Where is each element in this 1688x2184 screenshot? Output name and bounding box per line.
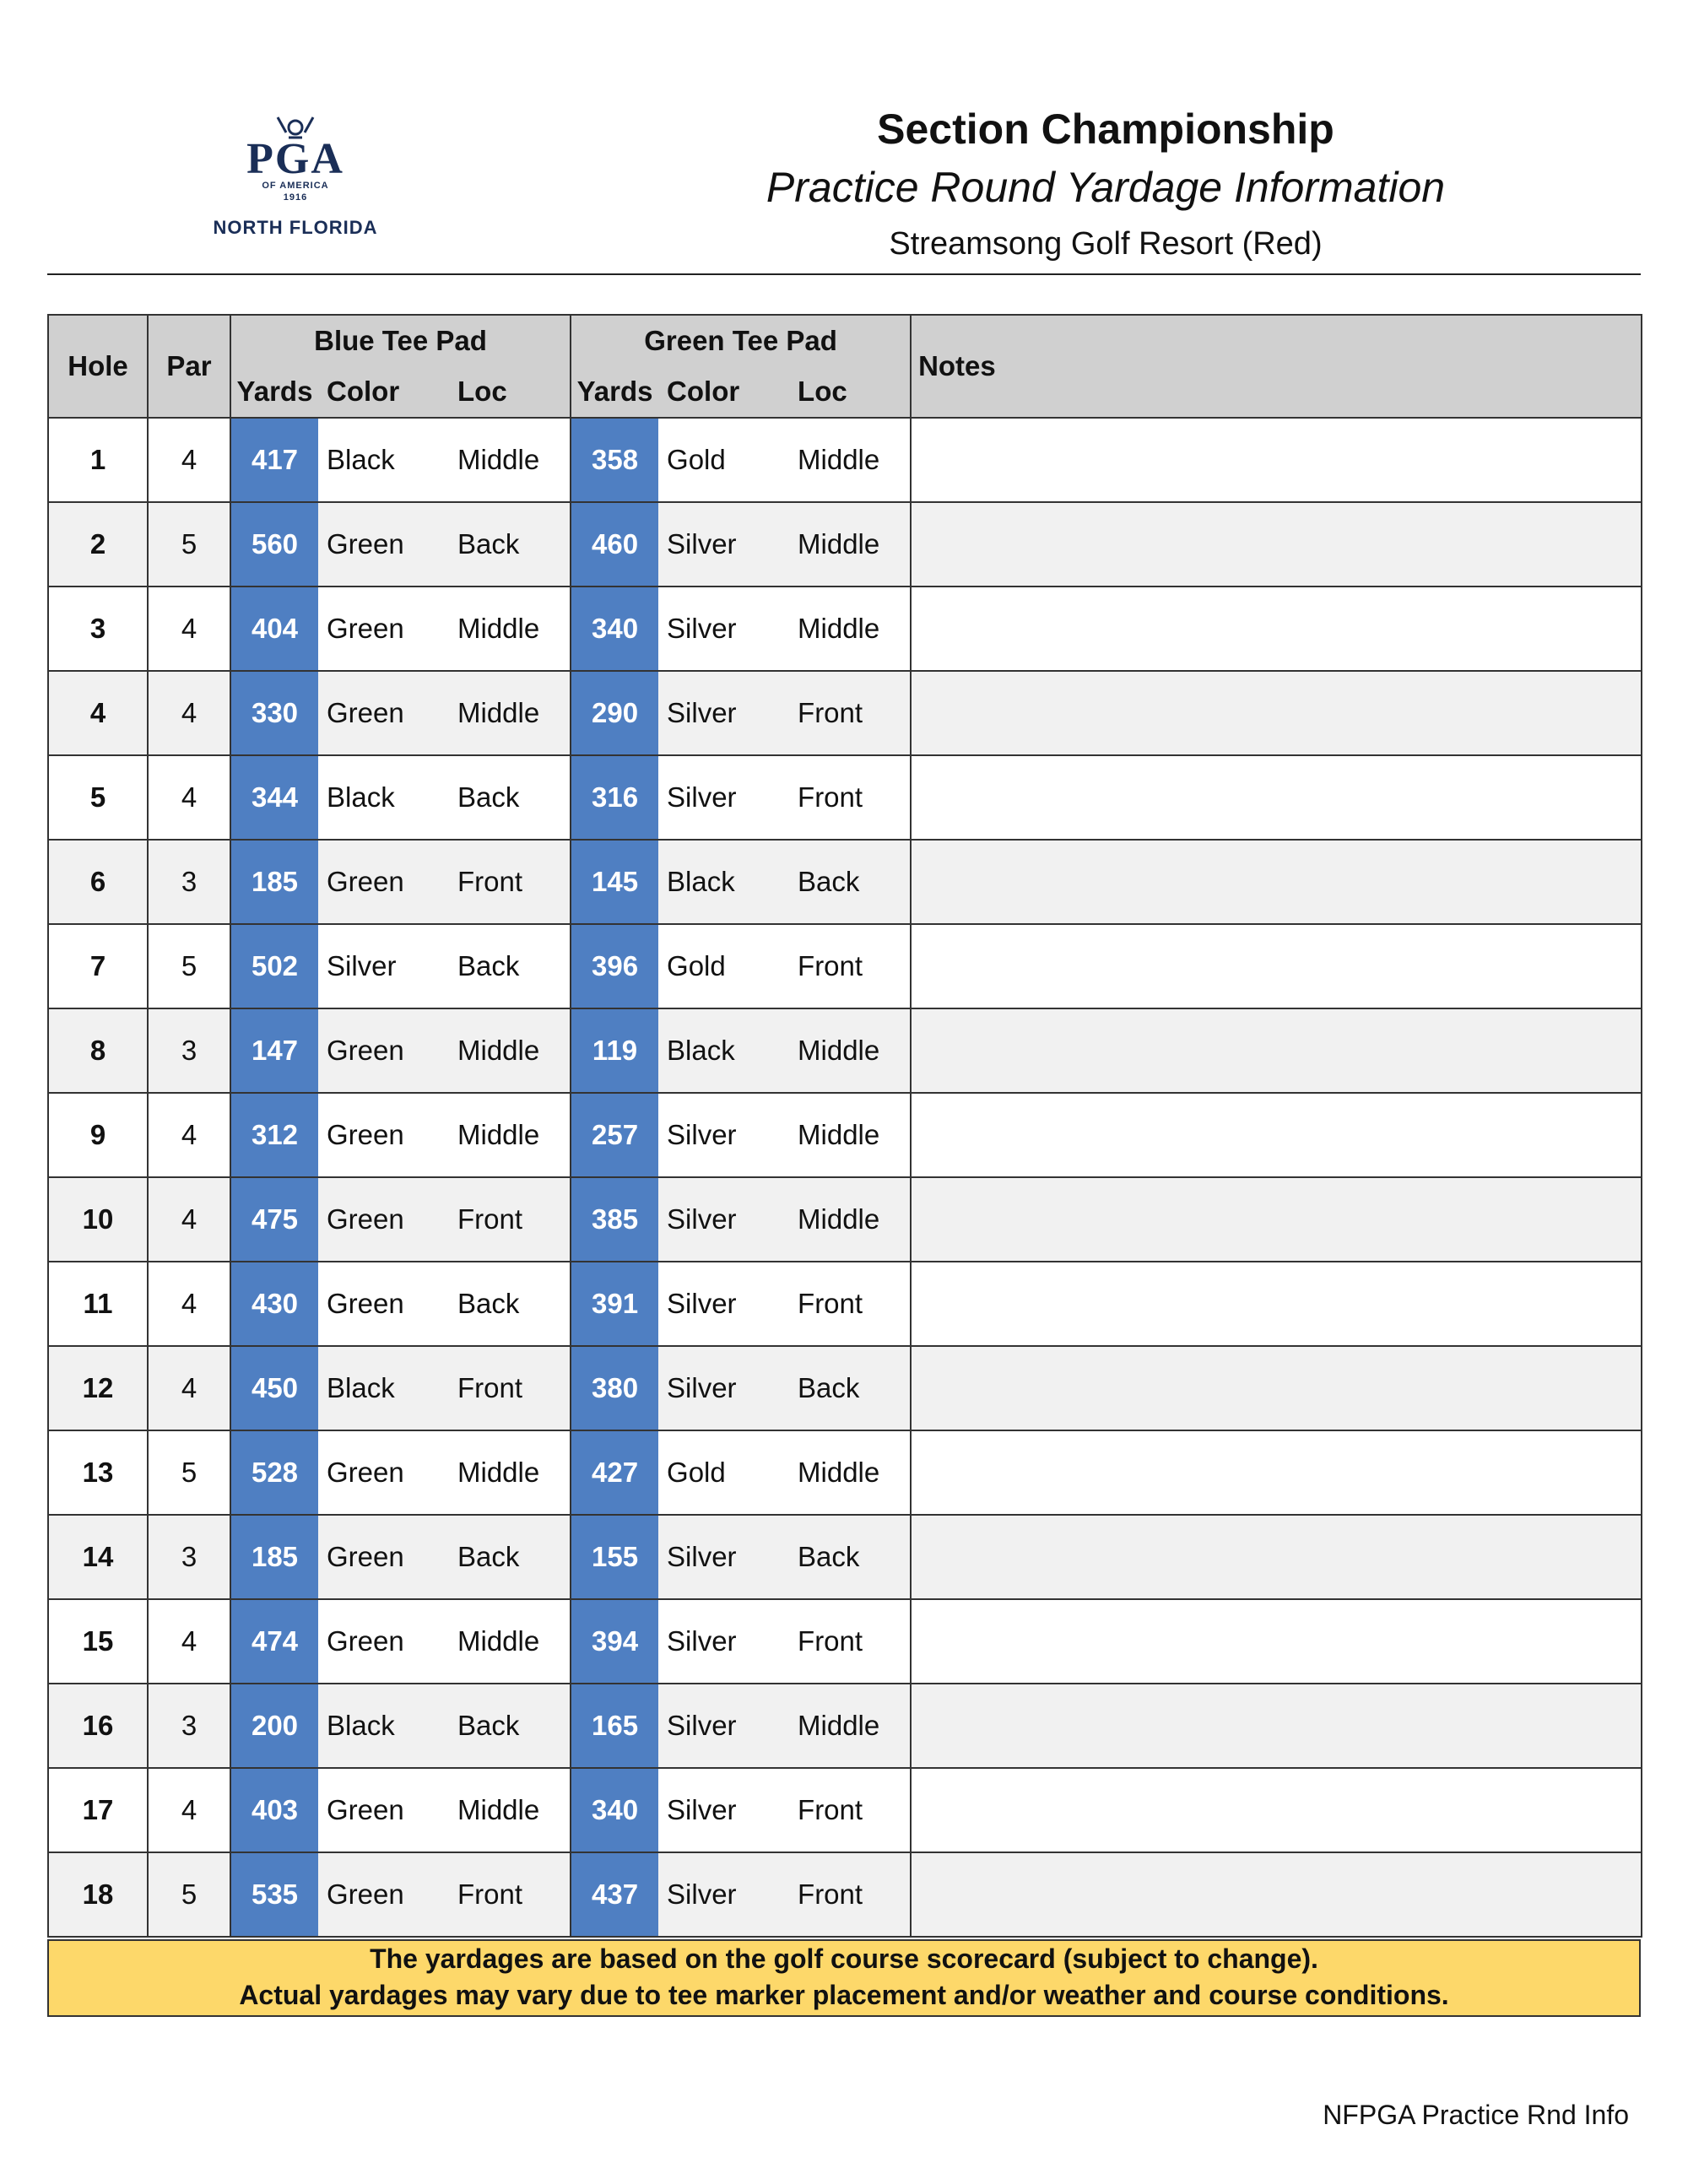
- notes-cell: [911, 1008, 1642, 1093]
- notes-cell: [911, 502, 1642, 587]
- table-row: [48, 1768, 1642, 1852]
- hole-cell: 17: [48, 1768, 148, 1852]
- green-yards-cell: 340: [571, 1768, 658, 1852]
- green-color-cell: Silver: [658, 1346, 789, 1430]
- table-row: [48, 1852, 1642, 1937]
- green-loc-cell: Front: [789, 1852, 911, 1937]
- course-name: Streamsong Golf Resort (Red): [889, 226, 1323, 262]
- par-cell: 4: [148, 418, 230, 502]
- green-color-cell: Silver: [658, 502, 789, 587]
- hole-cell: 2: [48, 502, 148, 587]
- green-loc-cell: Back: [789, 1515, 911, 1599]
- blue-color-cell: Green: [318, 1093, 449, 1177]
- hole-cell: 9: [48, 1093, 148, 1177]
- green-yards-header: Yards: [571, 366, 658, 418]
- green-yards-cell: 394: [571, 1599, 658, 1684]
- blue-yards-cell: 147: [230, 1008, 318, 1093]
- col-hole-header: Hole: [48, 315, 148, 418]
- green-yards-cell: 155: [571, 1515, 658, 1599]
- green-loc-cell: Back: [789, 1346, 911, 1430]
- green-yards-cell: 460: [571, 502, 658, 587]
- notes-cell: [911, 1599, 1642, 1684]
- blue-yards-cell: 330: [230, 671, 318, 755]
- blue-color-cell: Black: [318, 418, 449, 502]
- blue-color-cell: Green: [318, 840, 449, 924]
- green-yards-cell: 119: [571, 1008, 658, 1093]
- par-cell: 5: [148, 1852, 230, 1937]
- green-yards-cell: 145: [571, 840, 658, 924]
- col-par-header: Par: [148, 315, 230, 418]
- green-color-cell: Silver: [658, 1852, 789, 1937]
- par-cell: 3: [148, 1684, 230, 1768]
- blue-yards-cell: 502: [230, 924, 318, 1008]
- table-row: [48, 1346, 1642, 1430]
- hole-cell: 12: [48, 1346, 148, 1430]
- blue-color-cell: Green: [318, 671, 449, 755]
- blue-loc-cell: Middle: [449, 1093, 571, 1177]
- blue-yards-cell: 185: [230, 1515, 318, 1599]
- notes-cell: [911, 1852, 1642, 1937]
- blue-yards-cell: 403: [230, 1768, 318, 1852]
- page-footer: NFPGA Practice Rnd Info: [1323, 2100, 1629, 2130]
- par-cell: 4: [148, 671, 230, 755]
- disclaimer-line-1: The yardages are based on the golf course scorecard (subject to change).: [370, 1943, 1318, 1974]
- blue-color-cell: Green: [318, 1008, 449, 1093]
- blue-loc-cell: Middle: [449, 671, 571, 755]
- page-header: [675, 101, 1536, 270]
- green-loc-cell: Middle: [789, 502, 911, 587]
- logo-brand: PGA: [246, 135, 344, 183]
- blue-loc-cell: Back: [449, 1515, 571, 1599]
- logo-sub-2: 1916: [283, 192, 308, 203]
- par-cell: 4: [148, 1262, 230, 1346]
- blue-color-cell: Silver: [318, 924, 449, 1008]
- green-color-cell: Silver: [658, 1768, 789, 1852]
- par-cell: 5: [148, 502, 230, 587]
- blue-loc-cell: Middle: [449, 587, 571, 671]
- par-cell: 4: [148, 1177, 230, 1262]
- green-color-cell: Silver: [658, 1177, 789, 1262]
- hole-cell: 14: [48, 1515, 148, 1599]
- blue-yards-cell: 474: [230, 1599, 318, 1684]
- blue-loc-cell: Middle: [449, 1599, 571, 1684]
- hole-cell: 10: [48, 1177, 148, 1262]
- table-row: [48, 1430, 1642, 1515]
- table-row: [48, 1008, 1642, 1093]
- notes-cell: [911, 1262, 1642, 1346]
- blue-loc-cell: Back: [449, 755, 571, 840]
- blue-yards-cell: 185: [230, 840, 318, 924]
- green-color-cell: Silver: [658, 587, 789, 671]
- hole-cell: 6: [48, 840, 148, 924]
- page-subtitle: Practice Round Yardage Information: [766, 164, 1446, 211]
- notes-cell: [911, 1177, 1642, 1262]
- blue-color-cell: Green: [318, 1852, 449, 1937]
- blue-yards-cell: 312: [230, 1093, 318, 1177]
- blue-yards-cell: 528: [230, 1430, 318, 1515]
- green-loc-cell: Front: [789, 1768, 911, 1852]
- green-yards-cell: 427: [571, 1430, 658, 1515]
- logo-region: NORTH FLORIDA: [213, 217, 378, 238]
- blue-loc-cell: Back: [449, 502, 571, 587]
- blue-yards-header: Yards: [230, 366, 318, 418]
- green-yards-cell: 380: [571, 1346, 658, 1430]
- hole-cell: 3: [48, 587, 148, 671]
- hole-cell: 13: [48, 1430, 148, 1515]
- notes-cell: [911, 1768, 1642, 1852]
- disclaimer-line-2: Actual yardages may vary due to tee marker placement and/or weather and course conditions.: [239, 1980, 1449, 2010]
- par-cell: 5: [148, 924, 230, 1008]
- notes-cell: [911, 1093, 1642, 1177]
- par-cell: 3: [148, 1515, 230, 1599]
- green-color-cell: Black: [658, 840, 789, 924]
- hole-cell: 18: [48, 1852, 148, 1937]
- blue-color-cell: Black: [318, 755, 449, 840]
- green-loc-cell: Middle: [789, 1093, 911, 1177]
- blue-yards-cell: 560: [230, 502, 318, 587]
- notes-cell: [911, 1515, 1642, 1599]
- blue-loc-cell: Middle: [449, 418, 571, 502]
- table-row: [48, 1177, 1642, 1262]
- green-yards-cell: 340: [571, 587, 658, 671]
- notes-cell: [911, 418, 1642, 502]
- hole-cell: 7: [48, 924, 148, 1008]
- blue-tee-pad-header: Blue Tee Pad: [230, 315, 571, 366]
- header-divider: [47, 273, 1641, 275]
- green-loc-cell: Middle: [789, 587, 911, 671]
- green-color-header: Color: [658, 366, 789, 418]
- hole-cell: 11: [48, 1262, 148, 1346]
- green-loc-cell: Front: [789, 1262, 911, 1346]
- green-color-cell: Silver: [658, 755, 789, 840]
- table-row: [48, 755, 1642, 840]
- par-cell: 4: [148, 1093, 230, 1177]
- green-loc-cell: Front: [789, 755, 911, 840]
- green-loc-cell: Front: [789, 1599, 911, 1684]
- green-loc-cell: Middle: [789, 1008, 911, 1093]
- notes-cell: [911, 587, 1642, 671]
- green-yards-cell: 316: [571, 755, 658, 840]
- green-yards-cell: 396: [571, 924, 658, 1008]
- blue-loc-cell: Front: [449, 1852, 571, 1937]
- green-color-cell: Silver: [658, 1684, 789, 1768]
- hole-cell: 16: [48, 1684, 148, 1768]
- green-loc-cell: Middle: [789, 1684, 911, 1768]
- notes-cell: [911, 1430, 1642, 1515]
- blue-color-cell: Green: [318, 1177, 449, 1262]
- green-loc-cell: Middle: [789, 1430, 911, 1515]
- hole-cell: 8: [48, 1008, 148, 1093]
- table-row: [48, 1262, 1642, 1346]
- col-notes-header: Notes: [911, 315, 1642, 418]
- hole-cell: 5: [48, 755, 148, 840]
- table-row: [48, 1684, 1642, 1768]
- table-row: [48, 671, 1642, 755]
- blue-yards-cell: 430: [230, 1262, 318, 1346]
- page-title: Section Championship: [877, 105, 1334, 153]
- blue-color-cell: Black: [318, 1346, 449, 1430]
- par-cell: 5: [148, 1430, 230, 1515]
- par-cell: 4: [148, 1346, 230, 1430]
- green-loc-cell: Back: [789, 840, 911, 924]
- green-loc-cell: Front: [789, 671, 911, 755]
- blue-loc-cell: Middle: [449, 1768, 571, 1852]
- blue-loc-cell: Front: [449, 1177, 571, 1262]
- green-color-cell: Silver: [658, 1262, 789, 1346]
- table-row: [48, 924, 1642, 1008]
- par-cell: 4: [148, 1768, 230, 1852]
- par-cell: 4: [148, 1599, 230, 1684]
- blue-yards-cell: 404: [230, 587, 318, 671]
- green-yards-cell: 437: [571, 1852, 658, 1937]
- green-loc-cell: Middle: [789, 1177, 911, 1262]
- table-row: [48, 840, 1642, 924]
- green-yards-cell: 391: [571, 1262, 658, 1346]
- notes-cell: [911, 755, 1642, 840]
- blue-loc-cell: Middle: [449, 1430, 571, 1515]
- blue-yards-cell: 200: [230, 1684, 318, 1768]
- yardage-disclaimer: [47, 1939, 1641, 2017]
- blue-loc-cell: Back: [449, 1684, 571, 1768]
- blue-yards-cell: 344: [230, 755, 318, 840]
- table-row: [48, 418, 1642, 502]
- blue-yards-cell: 450: [230, 1346, 318, 1430]
- blue-yards-cell: 475: [230, 1177, 318, 1262]
- notes-cell: [911, 924, 1642, 1008]
- hole-cell: 1: [48, 418, 148, 502]
- notes-cell: [911, 1684, 1642, 1768]
- green-loc-header: Loc: [789, 366, 911, 418]
- green-color-cell: Silver: [658, 1515, 789, 1599]
- blue-color-cell: Green: [318, 1262, 449, 1346]
- notes-cell: [911, 671, 1642, 755]
- table-row: [48, 1093, 1642, 1177]
- logo-sub-1: OF AMERICA: [262, 181, 329, 191]
- blue-loc-header: Loc: [449, 366, 571, 418]
- green-color-cell: Gold: [658, 418, 789, 502]
- blue-loc-cell: Back: [449, 924, 571, 1008]
- green-color-cell: Silver: [658, 1093, 789, 1177]
- hole-cell: 4: [48, 671, 148, 755]
- green-yards-cell: 358: [571, 418, 658, 502]
- table-row: [48, 1599, 1642, 1684]
- green-color-cell: Gold: [658, 1430, 789, 1515]
- blue-color-cell: Green: [318, 1599, 449, 1684]
- green-yards-cell: 385: [571, 1177, 658, 1262]
- green-loc-cell: Middle: [789, 418, 911, 502]
- blue-color-header: Color: [318, 366, 449, 418]
- green-yards-cell: 165: [571, 1684, 658, 1768]
- par-cell: 3: [148, 1008, 230, 1093]
- par-cell: 4: [148, 755, 230, 840]
- blue-color-cell: Green: [318, 1515, 449, 1599]
- blue-color-cell: Black: [318, 1684, 449, 1768]
- green-yards-cell: 290: [571, 671, 658, 755]
- green-yards-cell: 257: [571, 1093, 658, 1177]
- green-tee-pad-header: Green Tee Pad: [571, 315, 911, 366]
- blue-loc-cell: Back: [449, 1262, 571, 1346]
- notes-cell: [911, 840, 1642, 924]
- blue-yards-cell: 535: [230, 1852, 318, 1937]
- yardage-table: [47, 314, 1642, 1938]
- blue-color-cell: Green: [318, 1430, 449, 1515]
- green-color-cell: Gold: [658, 924, 789, 1008]
- par-cell: 4: [148, 587, 230, 671]
- pga-north-florida-logo: [194, 114, 397, 249]
- green-color-cell: Black: [658, 1008, 789, 1093]
- table-row: [48, 1515, 1642, 1599]
- notes-cell: [911, 1346, 1642, 1430]
- green-loc-cell: Front: [789, 924, 911, 1008]
- green-color-cell: Silver: [658, 1599, 789, 1684]
- blue-color-cell: Green: [318, 587, 449, 671]
- table-row: [48, 587, 1642, 671]
- table-row: [48, 502, 1642, 587]
- blue-color-cell: Green: [318, 502, 449, 587]
- blue-loc-cell: Middle: [449, 1008, 571, 1093]
- blue-loc-cell: Front: [449, 840, 571, 924]
- blue-yards-cell: 417: [230, 418, 318, 502]
- par-cell: 3: [148, 840, 230, 924]
- hole-cell: 15: [48, 1599, 148, 1684]
- blue-color-cell: Green: [318, 1768, 449, 1852]
- green-color-cell: Silver: [658, 671, 789, 755]
- blue-loc-cell: Front: [449, 1346, 571, 1430]
